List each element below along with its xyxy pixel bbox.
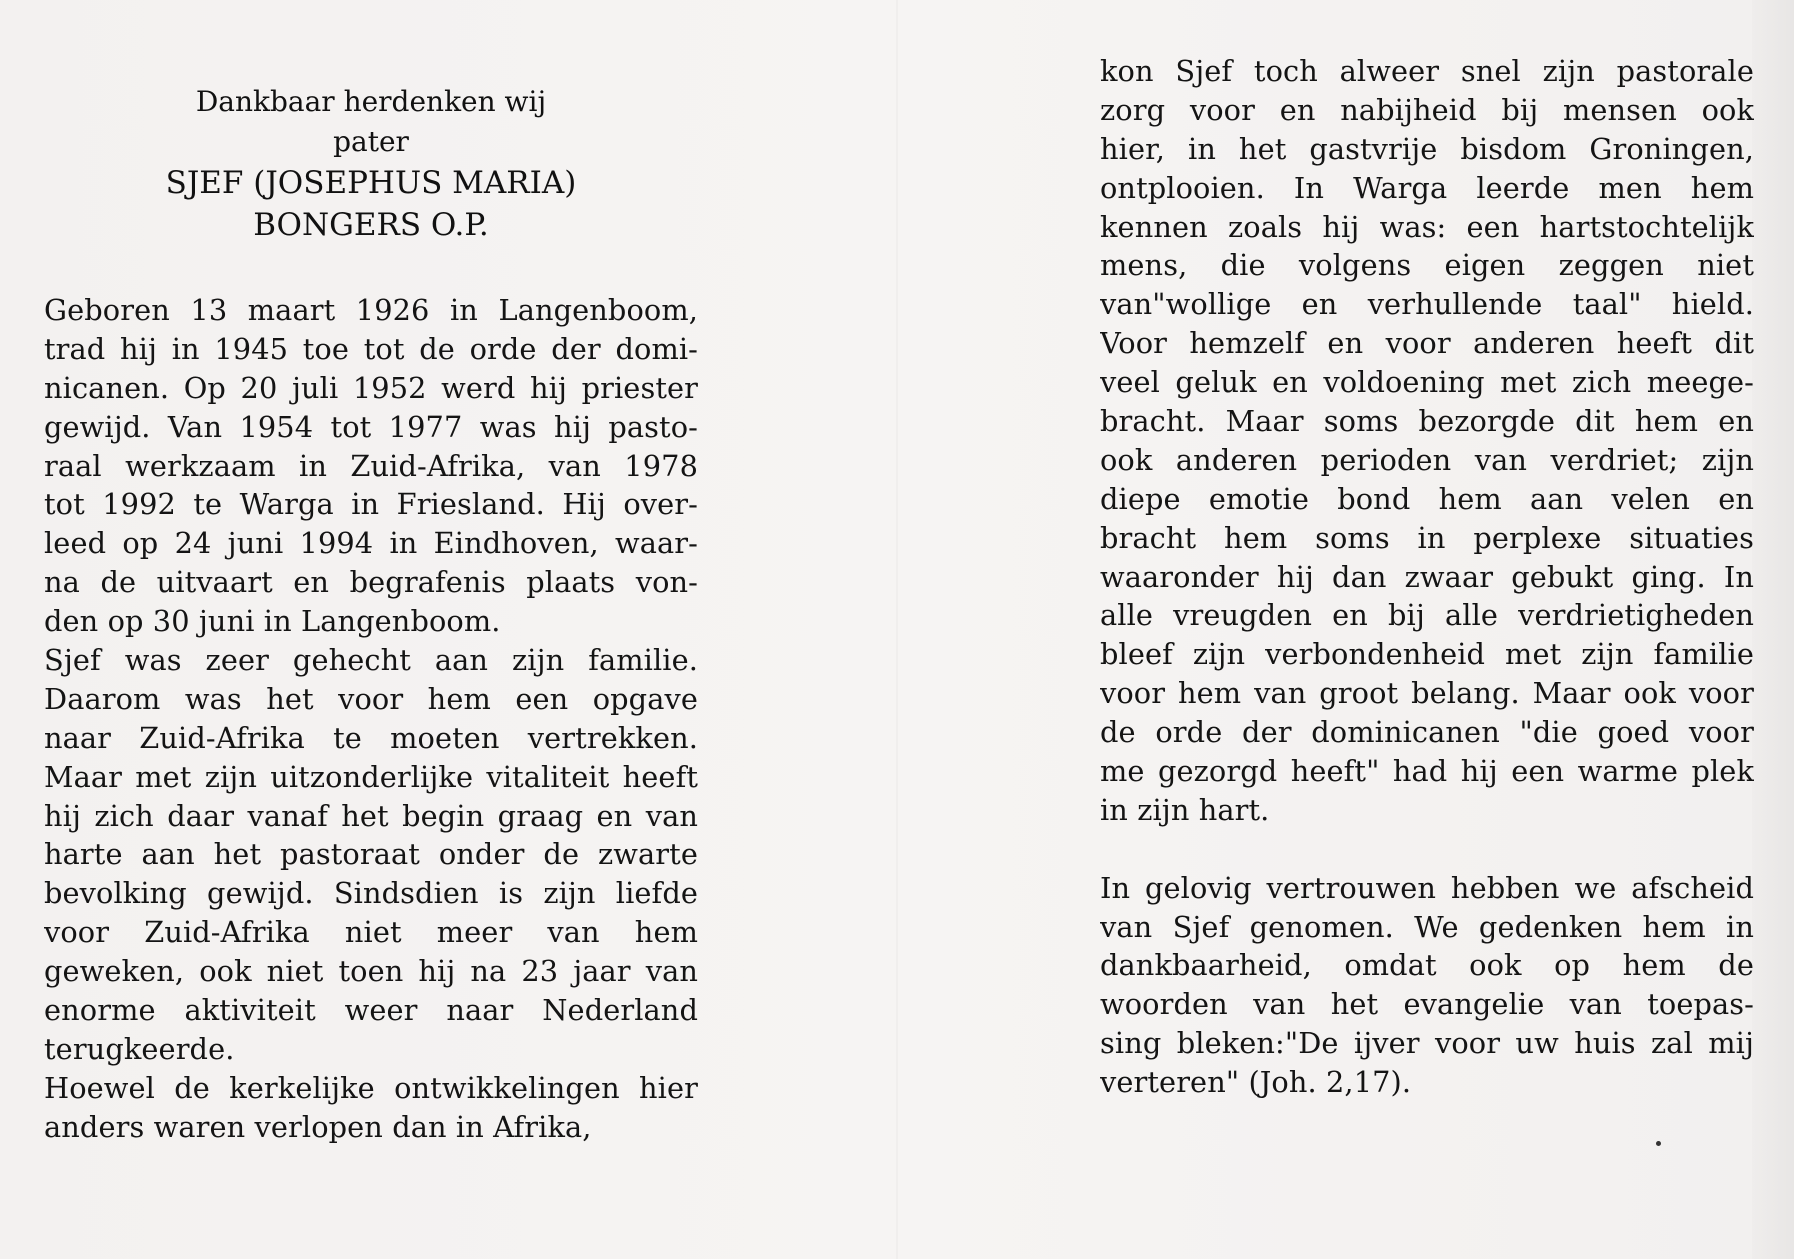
heading-line-2: pater — [333, 125, 409, 158]
paragraph-gap — [1100, 830, 1754, 869]
text-line: kennen zoals hij was: een hartstochtelijk — [1100, 209, 1754, 244]
right-body-text — [1100, 52, 1754, 1102]
text-line: waaronder hij dan zwaar gebukt ging. In — [1100, 559, 1754, 594]
text-line: trad hij in 1945 toe tot de orde der domi- — [44, 331, 698, 366]
text-line: anders waren verlopen dan in Afrika, — [44, 1109, 592, 1144]
text-line: Voor hemzelf en voor anderen heeft dit — [1100, 326, 1754, 361]
heading-line-1: Dankbaar herdenken wij — [195, 85, 547, 118]
text-line: Sjef was zeer gehecht aan zijn familie. — [44, 643, 698, 678]
text-line: ook anderen perioden van verdriet; zijn — [1100, 442, 1754, 477]
text-line: me gezorgd heeft" had hij een warme plek — [1100, 754, 1754, 789]
deceased-surname: BONGERS O.P. — [253, 207, 489, 243]
text-line: alle vreugden en bij alle verdrietigheden — [1100, 598, 1754, 633]
text-line: Hoewel de kerkelijke ontwikkelingen hier — [44, 1070, 698, 1105]
text-line: veel geluk en voldoening met zich meege- — [1100, 365, 1754, 400]
text-line: enorme aktiviteit weer naar Nederland — [44, 993, 698, 1028]
text-line: kon Sjef toch alweer snel zijn pastorale — [1100, 54, 1754, 88]
left-body-text — [44, 291, 698, 1147]
closing-line: van Sjef genomen. We gedenken hem in — [1100, 909, 1754, 944]
text-line: nicanen. Op 20 juli 1952 werd hij priester — [44, 370, 698, 405]
text-line: den op 30 juni in Langenboom. — [44, 604, 501, 639]
text-line: bleef zijn verbondenheid met zijn familie — [1100, 637, 1754, 672]
text-line: zorg voor en nabijheid bij mensen ook — [1100, 92, 1754, 127]
closing-line: woorden van het evangelie van toepas- — [1100, 987, 1754, 1022]
text-line: hij zich daar vanaf het begin graag en van — [44, 798, 698, 833]
closing-line: verteren" (Joh. 2,17). — [1100, 1065, 1412, 1100]
card-edge-shadow — [1752, 0, 1794, 1259]
text-line: ontplooien. In Warga leerde men hem — [1100, 170, 1754, 205]
text-line: terugkeerde. — [44, 1031, 235, 1066]
text-line: van"wollige en verhullende taal" hield. — [1100, 287, 1754, 322]
closing-line: dankbaarheid, omdat ook op hem de — [1100, 948, 1754, 983]
text-line: hier, in het gastvrije bisdom Groningen, — [1100, 131, 1754, 166]
text-line: Geboren 13 maart 1926 in Langenboom, — [44, 293, 698, 327]
text-line: Daarom was het voor hem een opgave — [44, 681, 698, 716]
text-line: harte aan het pastoraat onder de zwarte — [44, 837, 698, 872]
text-line: geweken, ook niet toen hij na 23 jaar van — [44, 954, 698, 989]
paper-speck — [1656, 1141, 1661, 1146]
text-line: voor Zuid-Afrika niet meer van hem — [44, 915, 698, 950]
center-fold — [896, 0, 898, 1259]
text-line: bracht. Maar soms bezorgde dit hem en — [1100, 404, 1754, 439]
text-line: na de uitvaart en begrafenis plaats von- — [44, 565, 698, 600]
text-line: naar Zuid-Afrika te moeten vertrekken. — [44, 720, 698, 755]
text-line: tot 1992 te Warga in Friesland. Hij over- — [44, 487, 698, 522]
text-line: bracht hem soms in perplexe situaties — [1100, 520, 1754, 555]
text-line: raal werkzaam in Zuid-Afrika, van 1978 — [44, 448, 698, 483]
memorial-heading — [44, 82, 698, 246]
closing-line: sing bleken:"De ijver voor uw huis zal mij — [1100, 1026, 1754, 1061]
text-line: gewijd. Van 1954 tot 1977 was hij pasto- — [44, 409, 698, 444]
text-line: voor hem van groot belang. Maar ook voor — [1100, 676, 1754, 711]
text-line: Maar met zijn uitzonderlijke vitaliteit heeft — [44, 759, 698, 794]
deceased-name: SJEF (JOSEPHUS MARIA) — [165, 165, 577, 201]
text-line: in zijn hart. — [1100, 792, 1270, 827]
text-line: leed op 24 juni 1994 in Eindhoven, waar- — [44, 526, 698, 561]
closing-line: In gelovig vertrouwen hebben we afscheid — [1100, 870, 1754, 905]
text-line: diepe emotie bond hem aan velen en — [1100, 481, 1754, 516]
text-line: de orde der dominicanen "die goed voor — [1100, 715, 1754, 750]
text-line: bevolking gewijd. Sindsdien is zijn liefde — [44, 876, 698, 911]
text-line: mens, die volgens eigen zeggen niet — [1100, 248, 1754, 283]
